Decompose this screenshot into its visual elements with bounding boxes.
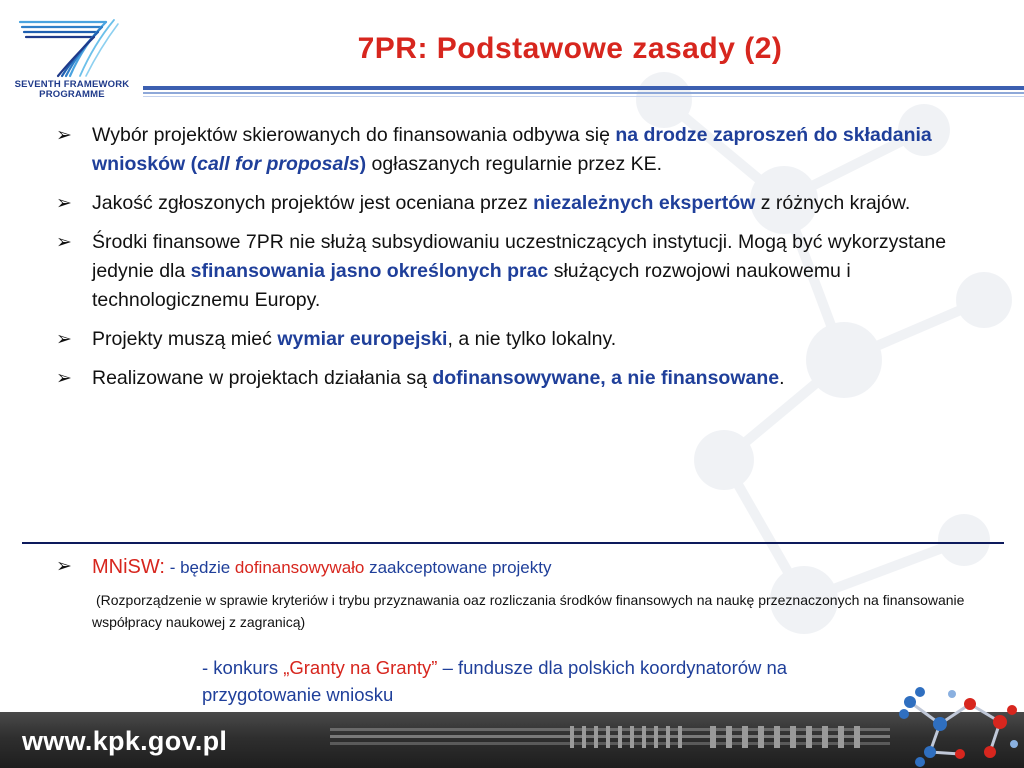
bullet-item: ➢ Realizowane w projektach działania są dofinansowywane, a nie finansowane. [56, 364, 976, 393]
arrow-bullet-icon: ➢ [56, 368, 72, 389]
arrow-bullet-icon: ➢ [56, 556, 72, 577]
footer-url[interactable]: www.kpk.gov.pl [22, 726, 228, 756]
mnisw-label: MNiSW: [92, 556, 165, 578]
arrow-bullet-icon: ➢ [56, 193, 72, 214]
arrow-bullet-icon: ➢ [56, 125, 72, 146]
footer-bar [0, 712, 1024, 768]
footer-stripes [330, 722, 890, 752]
arrow-bullet-icon: ➢ [56, 329, 72, 350]
arrow-bullet-icon: ➢ [56, 232, 72, 253]
logo-caption-line1: SEVENTH FRAMEWORK [14, 79, 130, 90]
regulation-note: (Rozporządzenie w sprawie kryteriów i trybu przyznawania oaz rozliczania środków finansowych na naukę przeznaczonych na finansowanie współpracy naukowej z zagranicą) [92, 592, 965, 630]
bullet-item: ➢ Projekty muszą mieć wymiar europejski, a nie tylko lokalny. [56, 325, 976, 354]
mnisw-bullet: ➢ MNiSW: - będzie dofinansowywało zaakceptowane projekty [56, 553, 1024, 582]
logo-caption-line2: PROGRAMME [39, 89, 105, 100]
logo-caption [4, 80, 140, 100]
slide-title: 7PR: Podstawowe zasady (2) [357, 32, 783, 65]
title-rule [143, 86, 1024, 98]
konkurs-note: - konkurs „Granty na Granty” – fundusze dla polskich koordynatorów na przygotowanie wniosku [202, 657, 788, 705]
molecule-graphic-icon [890, 682, 1024, 768]
bullet-item: ➢ Wybór projektów skierowanych do finansowania odbywa się na drodze zaproszeń do składania wniosków (call for proposals) ogłaszanych regularnie przez KE. [56, 121, 976, 179]
bullet-list [56, 121, 976, 403]
section-divider [22, 542, 1004, 544]
bullet-item: ➢ Środki finansowe 7PR nie służą subsydiowaniu uczestniczących instytucji. Mogą być wykorzystane jedynie dla sfinansowania jasno określonych prac służących rozwojowi naukowemu i technologicznemu Europy. [56, 228, 976, 315]
bullet-item: ➢ Jakość zgłoszonych projektów jest oceniana przez niezależnych ekspertów z różnych krajów. [56, 189, 976, 218]
fp7-logo-icon [14, 14, 130, 122]
